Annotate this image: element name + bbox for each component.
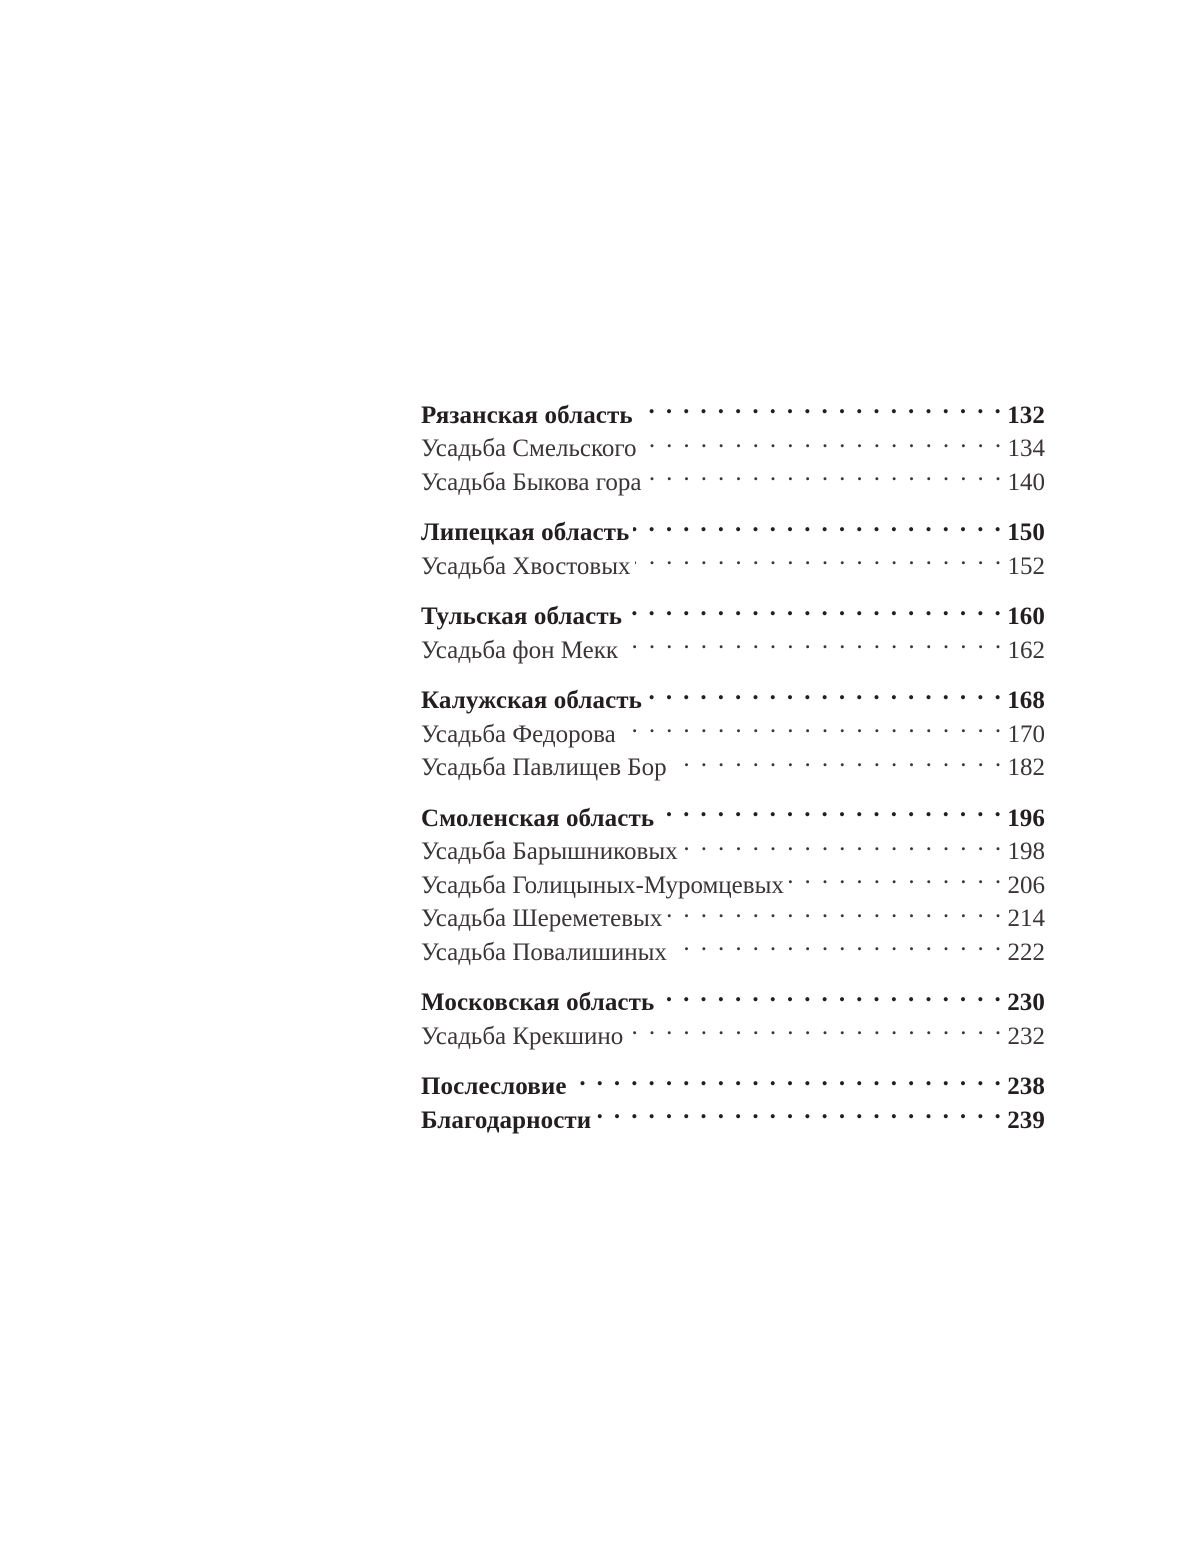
toc-page-number: 152 (1007, 552, 1045, 580)
toc-entry-title: Усадьба Павлищев Бор (421, 754, 667, 781)
dot-leader (646, 675, 1003, 709)
dot-leader (640, 423, 1003, 457)
dot-leader (620, 708, 1004, 742)
toc-heading-title: Послесловие (421, 1073, 567, 1100)
toc-page-number: 140 (1007, 468, 1045, 496)
toc-section-closing (421, 1061, 1045, 1134)
toc-heading-title: Рязанская область (421, 401, 633, 429)
toc-heading[interactable] (421, 389, 1045, 429)
toc-heading-title: Благодарности (421, 1106, 592, 1134)
dot-leader (682, 826, 1004, 860)
toc-entry-title: Усадьба Хвостовых (421, 552, 631, 580)
dot-leader (671, 742, 1004, 776)
table-of-contents (421, 389, 1045, 1145)
toc-entry-title: Усадьба Повалишиных (421, 938, 667, 966)
toc-heading-title: Калужская область (421, 687, 642, 714)
dot-leader (627, 1010, 1003, 1044)
dot-leader (637, 389, 1003, 423)
toc-page-number: 232 (1007, 1022, 1045, 1050)
toc-page-number: 239 (1007, 1106, 1045, 1134)
toc-page-number: 206 (1007, 871, 1045, 899)
toc-heading[interactable] (421, 977, 1045, 1016)
dot-leader (788, 859, 1004, 893)
toc-page-number: 132 (1007, 401, 1045, 429)
toc-page-number: 150 (1007, 519, 1045, 546)
toc-entry-title: Усадьба Федорова (421, 720, 616, 748)
toc-page-number: 134 (1007, 435, 1045, 462)
dot-leader (645, 456, 1003, 490)
toc-section-tula (421, 591, 1045, 664)
toc-section-kaluga (421, 675, 1045, 781)
toc-section-smolensk (421, 792, 1045, 966)
dot-leader (622, 624, 1004, 658)
toc-entry-title: Усадьба Голицыных-Муромцевых (421, 871, 784, 899)
toc-section-moscow (421, 977, 1045, 1050)
toc-heading-title: Тульская область (421, 603, 623, 630)
toc-page-number: 170 (1007, 720, 1045, 748)
toc-page-number: 160 (1007, 603, 1045, 630)
toc-heading-afterword[interactable] (421, 1061, 1045, 1100)
toc-entry-title: Усадьба Шереметевых (421, 905, 663, 932)
dot-leader (595, 1094, 1003, 1128)
toc-page-number: 168 (1007, 687, 1045, 714)
toc-entry-title: Усадьба Смельского (421, 435, 637, 462)
toc-section-ryazan (421, 389, 1045, 496)
toc-heading-title: Московская область (421, 989, 655, 1016)
toc-heading[interactable] (421, 591, 1045, 630)
toc-heading[interactable] (421, 507, 1045, 546)
toc-entry-title: Усадьба Быкова гора (421, 468, 642, 496)
dot-leader (666, 893, 1003, 927)
toc-page-number: 182 (1007, 754, 1045, 781)
toc-heading[interactable] (421, 792, 1045, 832)
toc-section-lipetsk (421, 507, 1045, 580)
toc-page-number: 198 (1007, 838, 1045, 865)
toc-entry-title: Усадьба Барышниковых (421, 838, 678, 865)
dot-leader (658, 977, 1003, 1011)
toc-page-number: 162 (1007, 636, 1045, 664)
dot-leader (658, 792, 1003, 826)
toc-page-number: 238 (1007, 1073, 1045, 1100)
toc-page-number: 230 (1007, 989, 1045, 1016)
dot-leader (571, 1061, 1004, 1095)
toc-page-number: 214 (1007, 905, 1045, 932)
toc-heading-title: Липецкая область (421, 519, 630, 546)
toc-heading[interactable] (421, 675, 1045, 714)
toc-page-number: 222 (1007, 938, 1045, 966)
dot-leader (633, 507, 1003, 541)
toc-entry-title: Усадьба Крекшино (421, 1022, 624, 1050)
dot-leader (626, 591, 1003, 625)
toc-entry-title: Усадьба фон Мекк (421, 636, 618, 664)
dot-leader (635, 540, 1004, 574)
toc-page-number: 196 (1007, 804, 1045, 832)
toc-heading-title: Смоленская область (421, 804, 655, 832)
dot-leader (671, 926, 1004, 960)
